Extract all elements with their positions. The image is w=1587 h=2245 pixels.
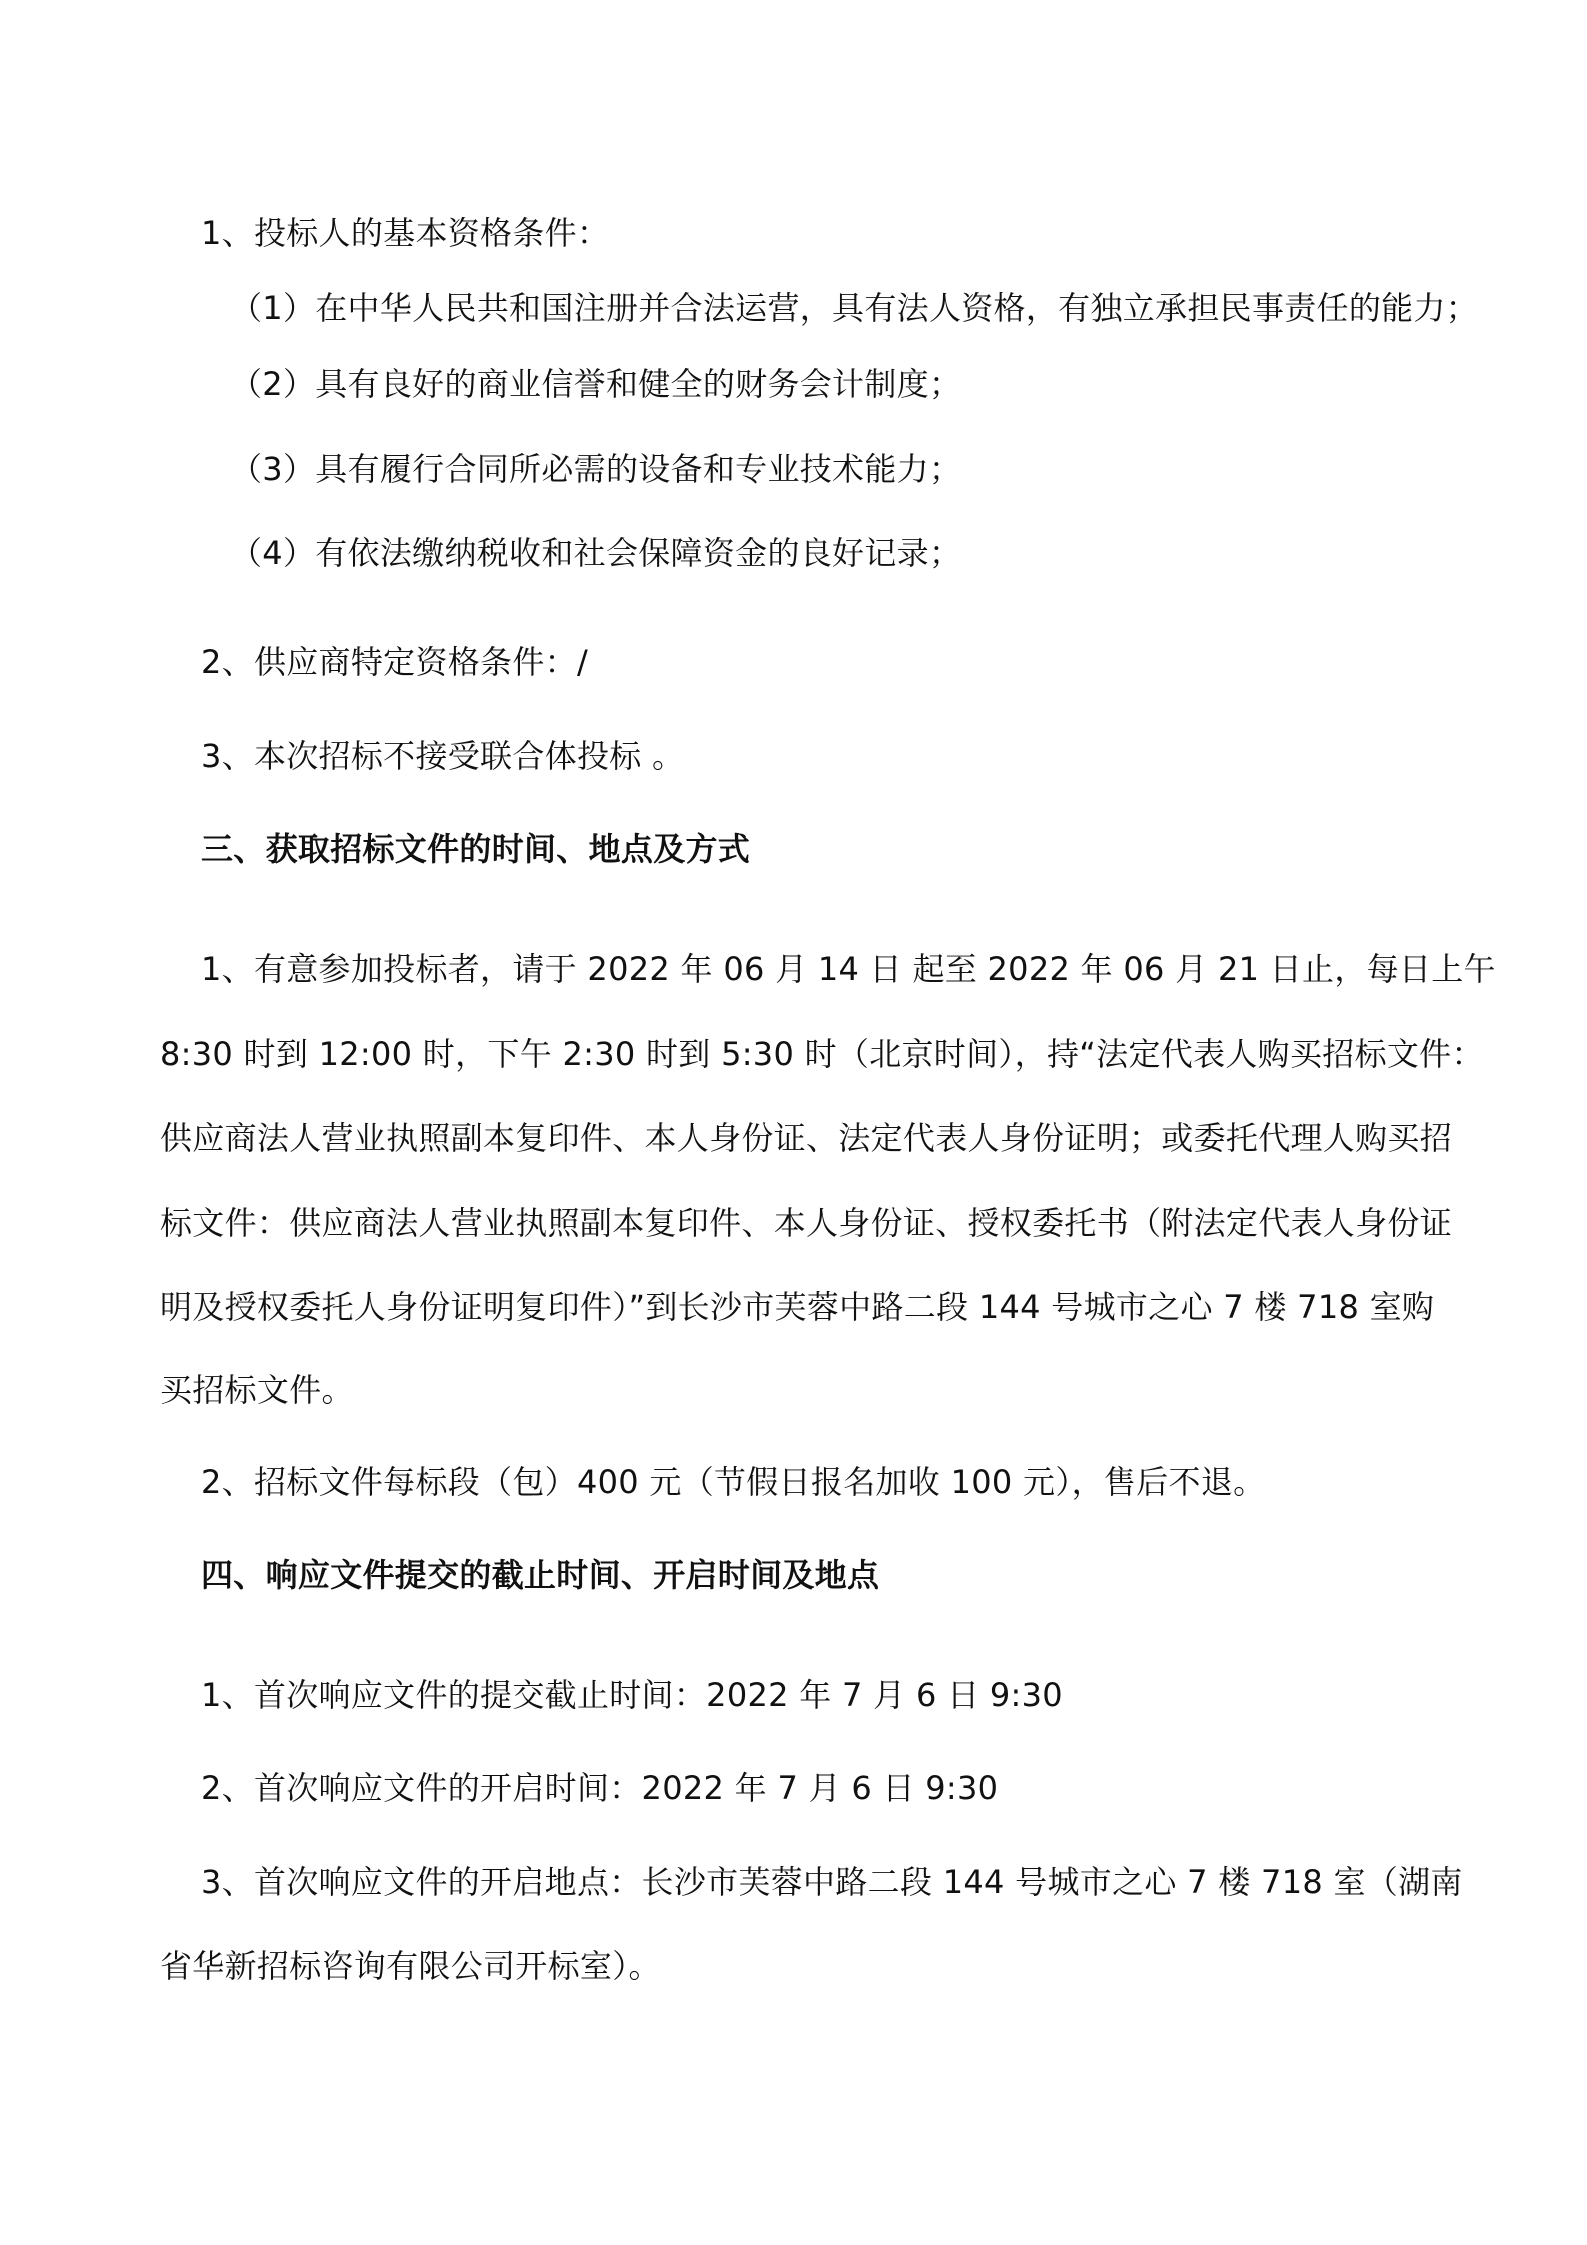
section-3-para-1-line-4: 标文件：供应商法人营业执照副本复印件、本人身份证、授权委托书（附法定代表人身份证 <box>160 1204 1453 1242</box>
section-4-title: 四、响应文件提交的截止时间、开启时间及地点 <box>201 1556 880 1594</box>
basic-qualification-item-3: （3）具有履行合同所必需的设备和专业技术能力； <box>230 450 962 488</box>
special-qualification: 2、供应商特定资格条件：/ <box>201 643 589 681</box>
section-3-para-1-line-3: 供应商法人营业执照副本复印件、本人身份证、法定代表人身份证明；或委托代理人购买招 <box>160 1119 1453 1157</box>
basic-qualification-item-1: （1）在中华人民共和国注册并合法运营，具有法人资格，有独立承担民事责任的能力； <box>230 289 1479 327</box>
joint-bid-statement: 3、本次招标不接受联合体投标 。 <box>201 737 685 775</box>
section-3-title: 三、获取招标文件的时间、地点及方式 <box>201 830 751 868</box>
section-3-para-1-line-2: 8:30 时到 12:00 时，下午 2:30 时到 5:30 时（北京时间），持“法定代表人购买招标文件： <box>160 1035 1484 1073</box>
section-4-item-2: 2、首次响应文件的开启时间：2022 年 7 月 6 日 9:30 <box>201 1769 999 1807</box>
section-3-para-1-line-1: 1、有意参加投标者，请于 2022 年 06 月 14 日 起至 2022 年 06 月 21 日止，每日上午 <box>201 950 1496 988</box>
basic-qualification-item-4: （4）有依法缴纳税收和社会保障资金的良好记录； <box>230 534 962 572</box>
section-4-item-3: 3、首次响应文件的开启地点：长沙市芙蓉中路二段 144 号城市之心 7 楼 718 室（湖南 <box>201 1863 1463 1901</box>
section-4-item-3-continuation: 省华新招标咨询有限公司开标室）。 <box>160 1947 661 1985</box>
section-4-item-1: 1、首次响应文件的提交截止时间：2022 年 7 月 6 日 9:30 <box>201 1676 1063 1714</box>
basic-qualification-heading: 1、投标人的基本资格条件： <box>201 214 610 252</box>
section-3-para-1-line-5: 明及授权委托人身份证明复印件）”到长沙市芙蓉中路二段 144 号城市之心 7 楼 718 室购 <box>160 1288 1435 1326</box>
section-3-para-1-line-6: 买招标文件。 <box>160 1371 354 1409</box>
section-3-para-2: 2、招标文件每标段（包）400 元（节假日报名加收 100 元），售后不退。 <box>201 1463 1266 1501</box>
basic-qualification-item-2: （2）具有良好的商业信誉和健全的财务会计制度； <box>230 365 962 403</box>
